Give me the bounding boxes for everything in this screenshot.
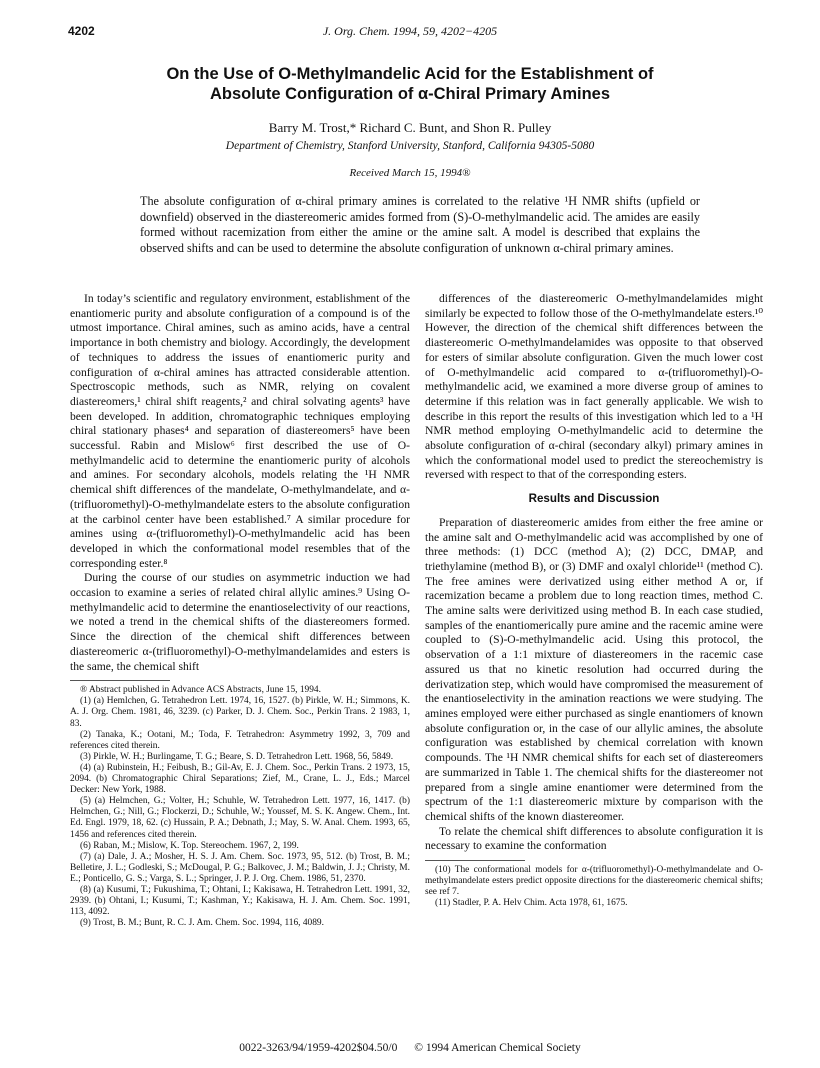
copyright-notice: © 1994 American Chemical Society [414,1042,581,1054]
footnote: (9) Trost, B. M.; Bunt, R. C. J. Am. Chem. Soc. 1994, 116, 4089. [80,918,324,929]
left-column [70,292,410,929]
body-paragraph: To relate the chemical shift differences to absolute configuration it is necessary to examine the conformation [425,824,763,853]
footnotes-right [425,865,763,909]
footnote: (1) (a) Hemlchen, G. Tetrahedron Lett. 1974, 16, 1527. (b) Pirkle, W. H.; Simmons, K. A. J. Org. Chem. 1981, 46, 3239. (c) Parker, D. J. Chem. Soc., Perkin Trans. 2 1983, 1, 83. [70,696,410,729]
article-title [110,64,710,104]
right-column [425,292,763,909]
page-footer [0,1042,820,1054]
body-paragraph: In today’s scientific and regulatory environment, establishment of the enantiomeric purity and absolute configuration of a compound is of the utmost importance. Chiral amines, such as amino acids, have a central importance in both chemistry and biology. Accordingly, the development of techniques to address the issues of enantiomeric purity and configuration of α-chiral amines has attracted considerable attention. Spectroscopic methods, such as NMR, relying on covalent diastereomers,¹ chiral shift reagents,² and chiral solvating agents³ have been developed. In addition, chromatographic techniques employing chiral stationary phases⁴ and separation of diastereomers⁵ have been successful. Rabin and Mislow⁶ first described the use of O-methylmandelic acid to determine the enantiomeric purity of alcohols and amines. For secondary alcohols, models relating the ¹H NMR chemical shift differences of the mandelate, O-methylmandelate, and α-(trifluoromethyl)-O-methylmandelate esters to the absolute configuration at the carbinol center have been established.⁷ A similar procedure for amines using α-(trifluoromethyl)-O-methylmandelic acid has been developed in which the conformational model resembles that of the corresponding ester.⁸ [70,292,410,570]
footnote: (4) (a) Rubinstein, H.; Feibush, B.; Gil-Av, E. J. Chem. Soc., Perkin Trans. 2 1973, 15, 2094. (b) Chromatographic Chiral Separations; Zief, M., Crane, L. J., Eds.; Marcel Decker: New York, 1988. [70,762,410,796]
body-paragraph: differences of the diastereomeric O-methylmandelamides might similarly be expected to follow those of the O-methylmandelate esters.¹⁰ However, the direction of the chemical shift differences between the diastereomeric O-methylmandelamides was opposite to that observed for esters of similar absolute configuration. Given the much lower cost of O-methylmandelic acid compared to α-(trifluoromethyl)-O-methylmandelic acid, we examined a more diverse group of amines to determine if this relation was in fact generally applicable. We wish to describe in this report the results of this investigation which led to a ¹H NMR method employing O-methylmandelic acid to determine the absolute configuration of α-chiral (secondary alkyl) primary amines in which the conformational model used to predict the stereochemistry is reversed with respect to that of the corresponding esters. [425,292,763,482]
footnote: (10) The conformational models for α-(trifluoromethyl)-O-methylmandelate and O-methylmandelate esters predict opposite directions for the diastereomeric chemical shifts; see ref 7. [425,865,763,898]
footnote: (7) (a) Dale, J. A.; Mosher, H. S. J. Am. Chem. Soc. 1973, 95, 512. (b) Trost, B. M.; Belletire, J. L.; Godleski, S.; McDougal, P. G.; Balkovec, J. M.; Baldwin, J. J.; Christy, M. E.; Ponticello, G. S.; Varga, S. L.; Springer, J. P. J. Org. Chem. 1986, 51, 2370. [70,851,410,884]
body-paragraph: During the course of our studies on asymmetric induction we had occasion to examine a series of related chiral allylic amines.⁹ Using O-methylmandelic acid to determine the enantioselectivity of our reactions, we noted a trend in the chemical shifts of the diastereomers formed. Since the direction of the chemical shift differences between diastereomeric α-(trifluoromethyl)-O-methylmandelamides and esters is the same, the chemical shift [70,571,410,673]
footnotes-left [70,685,410,929]
footnote: (11) Stadler, P. A. Helv Chim. Acta 1978, 61, 1675. [435,898,628,909]
journal-reference: J. Org. Chem. 1994, 59, 4202−4205 [322,24,498,38]
title-line-2: Absolute Configuration of α-Chiral Primary Amines [209,85,611,103]
footnote: (5) (a) Helmchen, G.; Volter, H.; Schuhle, W. Tetrahedron Lett. 1977, 16, 1417. (b) Helmchen, G.; Nill, G.; Flockerzi, D.; Schuhle, W.; Youssef, M. S. K. Angew. Chem., Int. Ed. Engl. 1979, 18, 62. (c) Hussain, P. A.; Debnath, J.; May, S. W. Anal. Chem. 1993, 65, 1456 and references cited therein. [70,796,410,840]
footnote: ® Abstract published in Advance ACS Abstracts, June 15, 1994. [80,685,321,696]
author-list: Barry M. Trost,* Richard C. Bunt, and Shon R. Pulley [268,120,552,135]
publication-code: 0022-3263/94/1959-4202$04.50/0 [239,1042,398,1054]
footnote: (2) Tanaka, K.; Ootani, M.; Toda, F. Tetrahedron: Asymmetry 1992, 3, 709 and references cited therein. [70,729,410,751]
page-number: 4202 [68,24,95,38]
footnote-divider [70,680,170,681]
section-heading: Results and Discussion [528,492,660,506]
body-paragraph: Preparation of diastereomeric amides from either the free amine or the amine salt and O-methylmandelic acid was accomplished by one of three methods: (1) DCC (method A); (2) DCC, DMAP, and triethylamine (method B), or (3) DMF and oxalyl chloride¹¹ (method C). The free amines were derivatized using either method A or, if racemization became a problem due to long reaction times, method C. The amine salts were derivitized using method B. In each case studied, samples of the enantiomerically pure amine and the racemic amine were coupled to (S)-O-methylmandelic acid. Using this protocol, the observation of a 1:1 mixture of diastereomers in the racemic case assured us that no kinetic resolution had occurred during the derivatization step, which would have compromised the measurement of the enantioselectivity in the amination reactions we were studying. The amines employed were either purchased as single enantiomers of known absolute configuration or, in the case of our allylic amines, the absolute configuration was established by chemical correlation with known compounds. The ¹H NMR chemical shifts for each set of diastereomers are summarized in Table 1. The chemical shifts for the diastereomer not prepared from a single amine enantiomer were determined from the spectrum of the 1:1 diastereomeric mixture by comparison with the chemical shifts of the known diastereomer. [425,515,763,823]
abstract: The absolute configuration of α-chiral primary amines is correlated to the relative ¹H NMR shifts (upfield or downfield) observed in the diastereomeric amides formed from (S)-O-methylmandelic acid. The amides are easily formed without racemization from either the amine or the amine salt. A model is described that explains the observed shifts and can be used to determine the absolute configuration of unknown α-chiral primary amines. [140,194,700,255]
affiliation: Department of Chemistry, Stanford University, Stanford, California 94305-5080 [225,140,595,152]
running-head [68,24,752,42]
title-line-1: On the Use of O-Methylmandelic Acid for the Establishment of [166,65,654,83]
footnote: (8) (a) Kusumi, T.; Fukushima, T.; Ohtani, I.; Kakisawa, H. Tetrahedron Lett. 1991, 32, 2939. (b) Ohtani, I.; Kusumi, T.; Kashman, Y.; Kakisawa, H. J. Am. Chem. Soc. 1991, 113, 4092. [70,884,410,918]
footnote-divider [425,860,525,861]
footnote: (6) Raban, M.; Mislow, K. Top. Stereochem. 1967, 2, 199. [80,840,299,851]
footnote: (3) Pirkle, W. H.; Burlingame, T. G.; Beare, S. D. Tetrahedron Lett. 1968, 56, 5849. [80,751,394,762]
received-date: Received March 15, 1994® [349,167,471,179]
